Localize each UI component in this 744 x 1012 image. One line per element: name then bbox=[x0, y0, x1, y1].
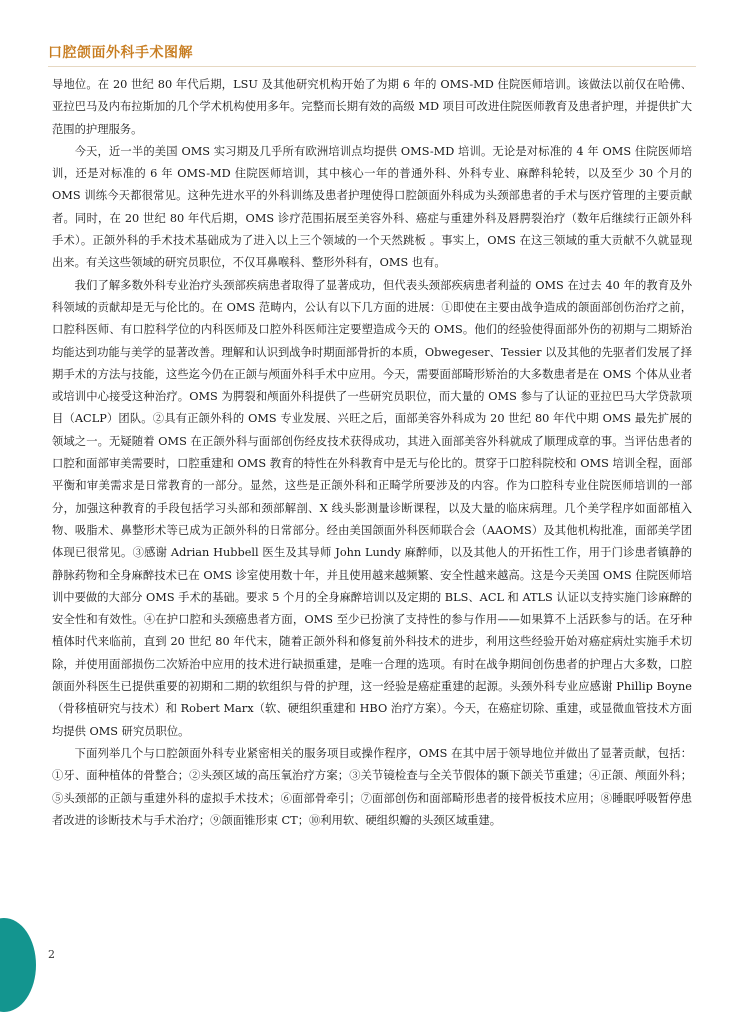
body-text bbox=[52, 74, 692, 832]
corner-decoration bbox=[0, 918, 36, 1012]
page-number: 2 bbox=[48, 948, 55, 961]
paragraph: 导地位。在 20 世纪 80 年代后期，LSU 及其他研究机构开始了为期 6 年的 OMS-MD 住院医师培训。该做法以前仅在哈佛、亚拉巴马及内布拉斯加的几个学术机构使用多年。完整而长期有效的高级 MD 项目可改进住院医师教育及患者护理，并提供扩大范围的护理服务。 bbox=[52, 78, 692, 136]
paragraph: 今天，近一半的美国 OMS 实习期及几乎所有欧洲培训点均提供 OMS-MD 培训。无论是对标准的 4 年 OMS 住院医师培训，还是对标准的 6 年 OMS-MD 住院医师培训，其中核心一年的普通外科、外科专业、麻醉科轮转，以及至少 30 个月的 OMS 训练今天都很常见。这种先进水平的外科训练及患者护理使得口腔颌面外科成为头颈部患者的手术与医疗管理的主要贡献者。同时，在 20 世纪 80 年代后期，OMS 诊疗范围拓展至美容外科、癌症与重建外科及唇腭裂治疗（数年后继续行正颌外科手术）。正颌外科的手术技术基础成为了进入以上三个领域的一个天然跳板 。事实上，OMS 在这三领域的重大贡献不久就显现出来。有关这些领域的研究员职位，不仅耳鼻喉科、整形外科有，OMS 也有。 bbox=[52, 144, 692, 270]
header-divider bbox=[48, 66, 696, 67]
paragraph: 下面列举几个与口腔颌面外科专业紧密相关的服务项目或操作程序，OMS 在其中居于领导地位并做出了显著贡献，包括：①牙、面种植体的骨整合；②头颈区域的高压氧治疗方案；③关节镜检查与全关节假体的颞下颌关节重建；④正颌、颅面外科；⑤头颈部的正颌与重建外科的虚拟手术技术；⑥面部骨牵引；⑦面部创伤和面部畸形患者的接骨板技术应用；⑧睡眠呼吸暂停患者改进的诊断技术与手术治疗；⑨颌面锥形束 CT；⑩利用软、硬组织瓣的头颈区域重建。 bbox=[52, 746, 692, 827]
paragraph: 我们了解多数外科专业治疗头颈部疾病患者取得了显著成功，但代表头颈部疾病患者利益的 OMS 在过去 40 年的教育及外科领域的贡献却是无与伦比的。在 OMS 范畴内，公认有以下几方面的进展：①即使在主要由战争造成的颌面部创伤治疗之前，口腔科医师、有口腔科学位的内科医师及口腔外科医师注定要塑造成今天的 OMS。他们的经验使得面部外伤的初期与二期矫治均能达到功能与美学的显著改善。理解和认识到战争时期面部骨折的本质，Obwegeser、Tessier 以及其他的先驱者们发展了择期手术的方法与技能，这些迄今仍在正颌与颅面外科手术中应用。今天，需要面部畸形矫治的大多数患者是在 OMS 个体从业者或培训中心接受这种治疗。OMS 为腭裂和颅面外科提供了一些研究员职位，而大量的 OMS 参与了认证的亚拉巴马大学贷款项目（ACLP）团队。②具有正颌外科的 OMS 专业发展、兴旺之后，面部美容外科成为 20 世纪 80 年代中期 OMS 最先扩展的领域之一。无疑随着 OMS 在正颌外科与面部创伤经皮技术获得成功，其进入面部美容外科就成了顺理成章的事。当评估患者的口腔和面部审美需要时，口腔重建和 OMS 教育的特性在外科教育中是无与伦比的。贯穿于口腔科院校和 OMS 培训全程，面部平衡和审美需求是日常教育的一部分。显然，这些是正颌外科和正畸学所要涉及的内容。作为口腔科专业住院医师培训的一部分，加强这种教育的手段包括学习头部和颈部解剖、X 线头影测量诊断课程，以及大量的临床病理。几个美学程序如面部植入物、吸脂术、鼻整形术等已成为正颌外科的日常部分。经由美国颌面外科医师联合会（AAOMS）及其他机构批准，面部美学团体现已很常见。③感谢 Adrian Hubbell 医生及其导师 John Lundy 麻醉师，以及其他人的开拓性工作，用于门诊患者镇静的静脉药物和全身麻醉技术已在 OMS 诊室使用数十年，并且使用越来越频繁、安全性越来越高。这是今天美国 OMS 住院医师培训中要做的大部分 OMS 手术的基础。要求 5 个月的全身麻醉培训以及定期的 BLS、ACL 和 ATLS 认证以支持实施门诊麻醉的安全性和有效性。④在护口腔和头颈癌患者方面，OMS 至少已扮演了支持性的参与作用——如果算不上活跃参与的话。在牙种植体时代来临前，直到 20 世纪 80 年代末，随着正颌外科和修复前外科技术的进步，利用这些经验开始对癌症病灶实施手术切除，并使用面部损伤二次矫治中应用的技术进行缺损重建，是唯一合理的选项。有时在战争期间创伤患者的护理占大多数，口腔颌面外科医生已提供重要的初期和二期的软组织与骨的护理，这一经验是癌症重建的起源。头颈外科专业应感谢 Phillip Boyne（骨移植研究与技术）和 Robert Marx（软、硬组织重建和 HBO 治疗方案）。今天，在癌症切除、重建，或显微血管技术方面均提供 OMS 研究员职位。 bbox=[52, 278, 692, 738]
running-title: 口腔颌面外科手术图解 bbox=[48, 45, 193, 61]
